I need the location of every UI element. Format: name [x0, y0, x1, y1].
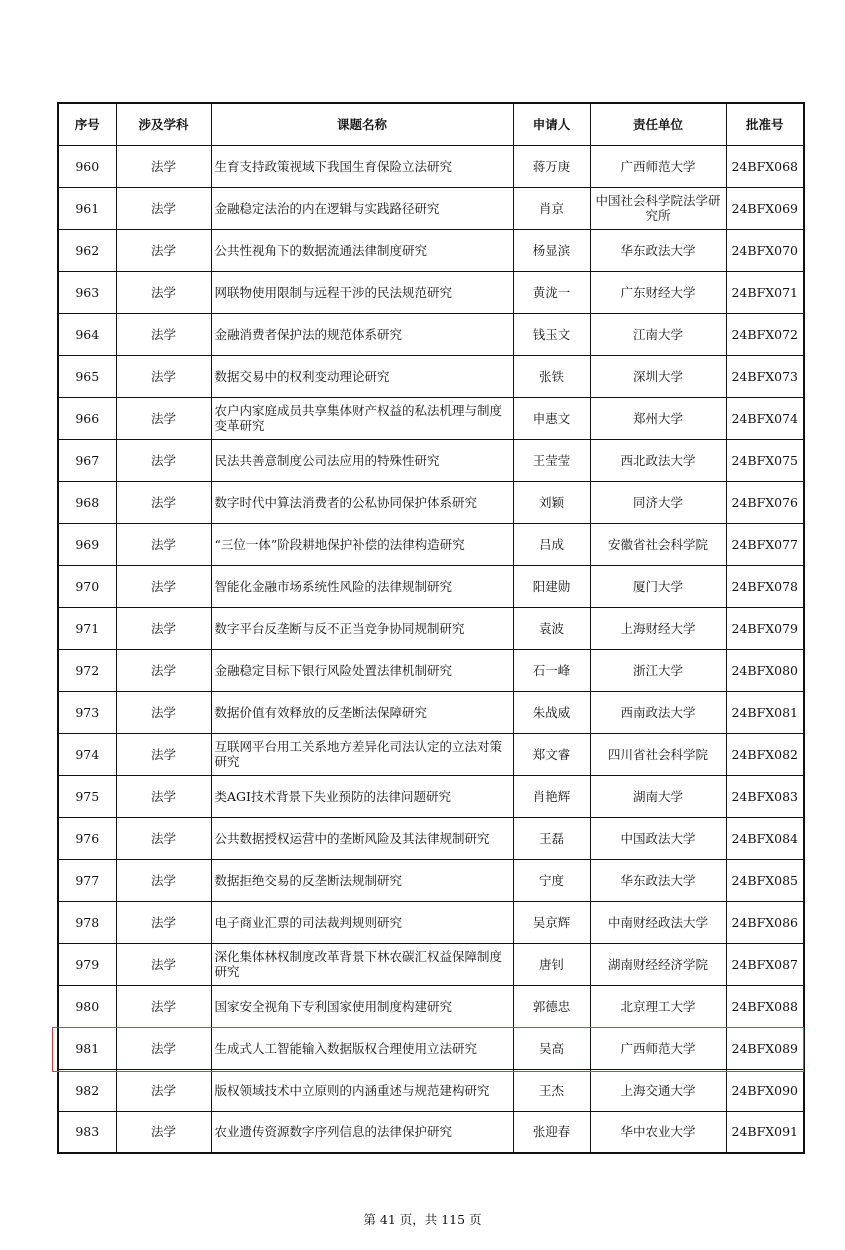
cell-institution: 华东政法大学 — [590, 859, 726, 901]
cell-applicant: 郑文睿 — [513, 733, 590, 775]
cell-applicant: 张铁 — [513, 355, 590, 397]
table-row — [58, 775, 804, 817]
cell-approval-no: 24BFX084 — [726, 817, 804, 859]
cell-applicant: 吴高 — [513, 1027, 590, 1069]
cell-discipline: 法学 — [116, 313, 211, 355]
cell-approval-no: 24BFX073 — [726, 355, 804, 397]
table-row — [58, 607, 804, 649]
cell-project-title: 类AGI技术背景下失业预防的法律问题研究 — [211, 775, 513, 817]
cell-institution: 浙江大学 — [590, 649, 726, 691]
cell-approval-no: 24BFX086 — [726, 901, 804, 943]
cell-serial: 973 — [58, 691, 116, 733]
cell-approval-no: 24BFX085 — [726, 859, 804, 901]
cell-discipline: 法学 — [116, 481, 211, 523]
cell-project-title: 版权领域技术中立原则的内涵重述与规范建构研究 — [211, 1069, 513, 1111]
cell-institution: 北京理工大学 — [590, 985, 726, 1027]
cell-approval-no: 24BFX074 — [726, 397, 804, 439]
cell-serial: 974 — [58, 733, 116, 775]
cell-discipline: 法学 — [116, 523, 211, 565]
cell-discipline: 法学 — [116, 733, 211, 775]
cell-project-title: 公共数据授权运营中的垄断风险及其法律规制研究 — [211, 817, 513, 859]
cell-discipline: 法学 — [116, 229, 211, 271]
cell-discipline: 法学 — [116, 985, 211, 1027]
cell-institution: 华中农业大学 — [590, 1111, 726, 1153]
table-row — [58, 439, 804, 481]
cell-project-title: 电子商业汇票的司法裁判规则研究 — [211, 901, 513, 943]
cell-approval-no: 24BFX075 — [726, 439, 804, 481]
cell-serial: 960 — [58, 145, 116, 187]
cell-discipline: 法学 — [116, 943, 211, 985]
cell-discipline: 法学 — [116, 1027, 211, 1069]
table-row — [58, 145, 804, 187]
cell-institution: 湖南财经经济学院 — [590, 943, 726, 985]
cell-discipline: 法学 — [116, 439, 211, 481]
cell-institution: 同济大学 — [590, 481, 726, 523]
cell-applicant: 石一峰 — [513, 649, 590, 691]
cell-project-title: 国家安全视角下专利国家使用制度构建研究 — [211, 985, 513, 1027]
cell-serial: 978 — [58, 901, 116, 943]
cell-institution: 上海财经大学 — [590, 607, 726, 649]
table-header — [58, 103, 804, 145]
cell-project-title: 生成式人工智能输入数据版权合理使用立法研究 — [211, 1027, 513, 1069]
cell-institution: 深圳大学 — [590, 355, 726, 397]
table-row — [58, 1027, 804, 1069]
cell-serial: 971 — [58, 607, 116, 649]
cell-serial: 982 — [58, 1069, 116, 1111]
table-row — [58, 901, 804, 943]
header-applicant: 申请人 — [513, 103, 590, 145]
cell-institution: 中南财经政法大学 — [590, 901, 726, 943]
cell-serial: 977 — [58, 859, 116, 901]
cell-discipline: 法学 — [116, 649, 211, 691]
table-row — [58, 943, 804, 985]
cell-project-title: 金融稳定目标下银行风险处置法律机制研究 — [211, 649, 513, 691]
cell-discipline: 法学 — [116, 691, 211, 733]
cell-project-title: 生育支持政策视域下我国生育保险立法研究 — [211, 145, 513, 187]
cell-discipline: 法学 — [116, 271, 211, 313]
cell-serial: 969 — [58, 523, 116, 565]
table-row — [58, 523, 804, 565]
cell-applicant: 吕成 — [513, 523, 590, 565]
cell-institution: 广西师范大学 — [590, 1027, 726, 1069]
cell-applicant: 申惠文 — [513, 397, 590, 439]
table-row — [58, 1111, 804, 1153]
header-row — [58, 103, 804, 145]
cell-applicant: 杨显滨 — [513, 229, 590, 271]
table-row — [58, 859, 804, 901]
cell-project-title: 金融消费者保护法的规范体系研究 — [211, 313, 513, 355]
table-row — [58, 187, 804, 229]
cell-project-title: 深化集体林权制度改革背景下林农碳汇权益保障制度研究 — [211, 943, 513, 985]
cell-institution: 西北政法大学 — [590, 439, 726, 481]
cell-serial: 981 — [58, 1027, 116, 1069]
cell-serial: 968 — [58, 481, 116, 523]
table-body — [58, 145, 804, 1153]
table-row — [58, 649, 804, 691]
cell-discipline: 法学 — [116, 859, 211, 901]
table-row — [58, 1069, 804, 1111]
cell-institution: 郑州大学 — [590, 397, 726, 439]
cell-institution: 华东政法大学 — [590, 229, 726, 271]
cell-approval-no: 24BFX068 — [726, 145, 804, 187]
cell-institution: 广东财经大学 — [590, 271, 726, 313]
page-number: 第 41 页，共 115 页 — [363, 1212, 482, 1227]
cell-approval-no: 24BFX071 — [726, 271, 804, 313]
cell-project-title: “三位一体”阶段耕地保护补偿的法律构造研究 — [211, 523, 513, 565]
cell-serial: 966 — [58, 397, 116, 439]
cell-applicant: 唐钊 — [513, 943, 590, 985]
cell-approval-no: 24BFX089 — [726, 1027, 804, 1069]
cell-applicant: 朱战威 — [513, 691, 590, 733]
table-row — [58, 733, 804, 775]
cell-project-title: 互联网平台用工关系地方差异化司法认定的立法对策研究 — [211, 733, 513, 775]
cell-discipline: 法学 — [116, 775, 211, 817]
cell-serial: 964 — [58, 313, 116, 355]
cell-serial: 979 — [58, 943, 116, 985]
cell-approval-no: 24BFX077 — [726, 523, 804, 565]
cell-approval-no: 24BFX088 — [726, 985, 804, 1027]
cell-applicant: 吴京辉 — [513, 901, 590, 943]
table-row — [58, 481, 804, 523]
cell-approval-no: 24BFX091 — [726, 1111, 804, 1153]
cell-project-title: 数字平台反垄断与反不正当竞争协同规制研究 — [211, 607, 513, 649]
cell-discipline: 法学 — [116, 355, 211, 397]
cell-institution: 四川省社会科学院 — [590, 733, 726, 775]
cell-institution: 湖南大学 — [590, 775, 726, 817]
table-row — [58, 313, 804, 355]
cell-serial: 962 — [58, 229, 116, 271]
cell-serial: 980 — [58, 985, 116, 1027]
cell-approval-no: 24BFX083 — [726, 775, 804, 817]
header-serial: 序号 — [58, 103, 116, 145]
cell-project-title: 数据价值有效释放的反垄断法保障研究 — [211, 691, 513, 733]
header-discipline: 涉及学科 — [116, 103, 211, 145]
cell-discipline: 法学 — [116, 187, 211, 229]
cell-discipline: 法学 — [116, 1111, 211, 1153]
cell-applicant: 袁波 — [513, 607, 590, 649]
cell-applicant: 宁度 — [513, 859, 590, 901]
cell-discipline: 法学 — [116, 565, 211, 607]
cell-approval-no: 24BFX087 — [726, 943, 804, 985]
cell-approval-no: 24BFX070 — [726, 229, 804, 271]
cell-project-title: 民法共善意制度公司法应用的特殊性研究 — [211, 439, 513, 481]
cell-serial: 983 — [58, 1111, 116, 1153]
cell-project-title: 农业遗传资源数字序列信息的法律保护研究 — [211, 1111, 513, 1153]
cell-project-title: 智能化金融市场系统性风险的法律规制研究 — [211, 565, 513, 607]
cell-project-title: 数据交易中的权利变动理论研究 — [211, 355, 513, 397]
cell-serial: 965 — [58, 355, 116, 397]
cell-approval-no: 24BFX072 — [726, 313, 804, 355]
cell-applicant: 王杰 — [513, 1069, 590, 1111]
cell-project-title: 数据拒绝交易的反垄断法规制研究 — [211, 859, 513, 901]
table-row — [58, 355, 804, 397]
cell-serial: 972 — [58, 649, 116, 691]
cell-applicant: 钱玉文 — [513, 313, 590, 355]
cell-discipline: 法学 — [116, 397, 211, 439]
table-row — [58, 691, 804, 733]
cell-discipline: 法学 — [116, 1069, 211, 1111]
header-institution: 责任单位 — [590, 103, 726, 145]
cell-discipline: 法学 — [116, 901, 211, 943]
cell-serial: 976 — [58, 817, 116, 859]
cell-institution: 广西师范大学 — [590, 145, 726, 187]
cell-project-title: 农户内家庭成员共享集体财产权益的私法机理与制度变革研究 — [211, 397, 513, 439]
cell-project-title: 数字时代中算法消费者的公私协同保护体系研究 — [211, 481, 513, 523]
cell-discipline: 法学 — [116, 817, 211, 859]
cell-applicant: 蒋万庚 — [513, 145, 590, 187]
cell-approval-no: 24BFX080 — [726, 649, 804, 691]
cell-project-title: 金融稳定法治的内在逻辑与实践路径研究 — [211, 187, 513, 229]
cell-applicant: 刘颖 — [513, 481, 590, 523]
header-approval-no: 批准号 — [726, 103, 804, 145]
cell-applicant: 肖艳辉 — [513, 775, 590, 817]
cell-applicant: 阳建勋 — [513, 565, 590, 607]
table-row — [58, 817, 804, 859]
cell-discipline: 法学 — [116, 607, 211, 649]
cell-project-title: 公共性视角下的数据流通法律制度研究 — [211, 229, 513, 271]
cell-project-title: 网联物使用限制与远程干涉的民法规范研究 — [211, 271, 513, 313]
cell-approval-no: 24BFX081 — [726, 691, 804, 733]
cell-approval-no: 24BFX090 — [726, 1069, 804, 1111]
table-row — [58, 397, 804, 439]
cell-approval-no: 24BFX079 — [726, 607, 804, 649]
cell-institution: 中国社会科学院法学研究所 — [590, 187, 726, 229]
cell-institution: 上海交通大学 — [590, 1069, 726, 1111]
cell-institution: 江南大学 — [590, 313, 726, 355]
table-row — [58, 229, 804, 271]
cell-institution: 西南政法大学 — [590, 691, 726, 733]
cell-applicant: 郭德忠 — [513, 985, 590, 1027]
cell-applicant: 王磊 — [513, 817, 590, 859]
cell-discipline: 法学 — [116, 145, 211, 187]
table-row — [58, 985, 804, 1027]
cell-applicant: 王莹莹 — [513, 439, 590, 481]
cell-institution: 安徽省社会科学院 — [590, 523, 726, 565]
cell-serial: 961 — [58, 187, 116, 229]
results-table — [57, 102, 805, 1154]
cell-applicant: 黄泷一 — [513, 271, 590, 313]
table-row — [58, 565, 804, 607]
cell-applicant: 张迎春 — [513, 1111, 590, 1153]
cell-applicant: 肖京 — [513, 187, 590, 229]
cell-approval-no: 24BFX076 — [726, 481, 804, 523]
cell-approval-no: 24BFX078 — [726, 565, 804, 607]
cell-institution: 厦门大学 — [590, 565, 726, 607]
cell-approval-no: 24BFX069 — [726, 187, 804, 229]
cell-approval-no: 24BFX082 — [726, 733, 804, 775]
cell-serial: 970 — [58, 565, 116, 607]
cell-institution: 中国政法大学 — [590, 817, 726, 859]
cell-serial: 967 — [58, 439, 116, 481]
table-row — [58, 271, 804, 313]
cell-serial: 963 — [58, 271, 116, 313]
header-project-title: 课题名称 — [211, 103, 513, 145]
results-table-container — [57, 102, 803, 1154]
cell-serial: 975 — [58, 775, 116, 817]
